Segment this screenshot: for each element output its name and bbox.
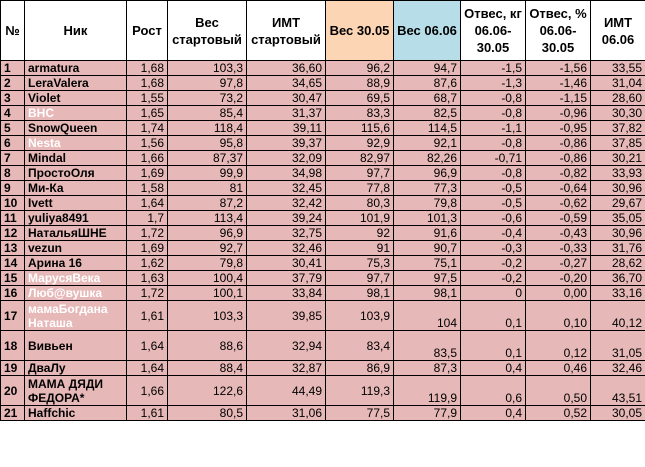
- cell-weight-3005: 77,5: [326, 406, 394, 421]
- cell-weight-0606: 90,7: [394, 241, 461, 256]
- cell-height: 1,55: [127, 91, 168, 106]
- cell-bmi-0606: 28,62: [591, 256, 645, 271]
- cell-loss-pct: -0,86: [526, 136, 591, 151]
- cell-weight-3005: 75,3: [326, 256, 394, 271]
- cell-height: 1,63: [127, 271, 168, 286]
- cell-bmi-0606: 30,30: [591, 106, 645, 121]
- cell-bmi-start: 34,65: [247, 76, 326, 91]
- cell-bmi-0606: 40,12: [591, 301, 645, 331]
- cell-weight-start: 79,8: [168, 256, 247, 271]
- cell-loss-kg: -0,2: [461, 271, 526, 286]
- table-row: [1, 196, 645, 211]
- table-row: [1, 271, 645, 286]
- cell-nick: Nesta: [25, 136, 127, 151]
- cell-height: 1,7: [127, 211, 168, 226]
- cell-weight-0606: 75,1: [394, 256, 461, 271]
- cell-number: 10: [1, 196, 25, 211]
- header-bmi-0606: ИМТ 06.06: [591, 1, 645, 61]
- cell-nick: ВНС: [25, 106, 127, 121]
- cell-weight-3005: 97,7: [326, 166, 394, 181]
- table-row: [1, 136, 645, 151]
- cell-number: 5: [1, 121, 25, 136]
- table-row: [1, 301, 645, 331]
- cell-loss-kg: 0,4: [461, 361, 526, 376]
- cell-bmi-start: 39,85: [247, 301, 326, 331]
- cell-number: 4: [1, 106, 25, 121]
- cell-number: 12: [1, 226, 25, 241]
- cell-weight-start: 88,4: [168, 361, 247, 376]
- cell-weight-0606: 97,5: [394, 271, 461, 286]
- cell-loss-kg: -1,1: [461, 121, 526, 136]
- cell-nick: МаруcяВека: [25, 271, 127, 286]
- cell-weight-start: 73,2: [168, 91, 247, 106]
- cell-weight-3005: 69,5: [326, 91, 394, 106]
- cell-bmi-start: 34,98: [247, 166, 326, 181]
- cell-loss-kg: -0,4: [461, 226, 526, 241]
- table-row: [1, 181, 645, 196]
- cell-loss-pct: 0,52: [526, 406, 591, 421]
- table-row: [1, 76, 645, 91]
- cell-loss-pct: -1,56: [526, 61, 591, 76]
- table-row: [1, 241, 645, 256]
- cell-weight-0606: 92,1: [394, 136, 461, 151]
- cell-nick: vezun: [25, 241, 127, 256]
- cell-nick: МАМА ДЯДИ ФЕДОРА*: [25, 376, 127, 406]
- cell-bmi-start: 32,45: [247, 181, 326, 196]
- cell-number: 11: [1, 211, 25, 226]
- cell-weight-0606: 77,3: [394, 181, 461, 196]
- cell-number: 8: [1, 166, 25, 181]
- cell-weight-0606: 87,3: [394, 361, 461, 376]
- cell-bmi-start: 32,46: [247, 241, 326, 256]
- cell-bmi-0606: 43,51: [591, 376, 645, 406]
- cell-number: 14: [1, 256, 25, 271]
- cell-bmi-start: 31,06: [247, 406, 326, 421]
- cell-bmi-start: 32,09: [247, 151, 326, 166]
- cell-weight-3005: 98,1: [326, 286, 394, 301]
- cell-number: 19: [1, 361, 25, 376]
- cell-height: 1,72: [127, 226, 168, 241]
- cell-height: 1,69: [127, 241, 168, 256]
- cell-loss-kg: -0,8: [461, 106, 526, 121]
- cell-loss-kg: -0,8: [461, 166, 526, 181]
- cell-height: 1,64: [127, 331, 168, 361]
- cell-bmi-0606: 31,76: [591, 241, 645, 256]
- header-weight-3005: Вес 30.05: [326, 1, 394, 61]
- cell-bmi-0606: 35,05: [591, 211, 645, 226]
- cell-nick: мамаБогдана Наташа: [25, 301, 127, 331]
- cell-number: 15: [1, 271, 25, 286]
- cell-nick: Ivett: [25, 196, 127, 211]
- cell-bmi-0606: 31,05: [591, 331, 645, 361]
- cell-weight-0606: 98,1: [394, 286, 461, 301]
- cell-weight-start: 100,4: [168, 271, 247, 286]
- cell-nick: Haffchic: [25, 406, 127, 421]
- cell-weight-start: 85,4: [168, 106, 247, 121]
- cell-height: 1,58: [127, 181, 168, 196]
- cell-height: 1,72: [127, 286, 168, 301]
- cell-weight-3005: 86,9: [326, 361, 394, 376]
- cell-weight-3005: 96,2: [326, 61, 394, 76]
- cell-weight-0606: 96,9: [394, 166, 461, 181]
- cell-bmi-0606: 33,55: [591, 61, 645, 76]
- table-body: [1, 61, 645, 421]
- cell-weight-start: 103,3: [168, 301, 247, 331]
- table-row: [1, 211, 645, 226]
- cell-height: 1,68: [127, 76, 168, 91]
- cell-nick: ДваЛу: [25, 361, 127, 376]
- header-nick: Ник: [25, 1, 127, 61]
- cell-loss-kg: -0,8: [461, 91, 526, 106]
- cell-loss-pct: -0,64: [526, 181, 591, 196]
- cell-nick: Ми-Ка: [25, 181, 127, 196]
- cell-bmi-0606: 36,70: [591, 271, 645, 286]
- cell-bmi-0606: 29,67: [591, 196, 645, 211]
- cell-bmi-start: 33,84: [247, 286, 326, 301]
- table-row: [1, 121, 645, 136]
- table-row: [1, 61, 645, 76]
- cell-loss-kg: -0,5: [461, 196, 526, 211]
- cell-nick: LeraValera: [25, 76, 127, 91]
- header-row: [1, 1, 645, 61]
- cell-weight-0606: 91,6: [394, 226, 461, 241]
- cell-number: 16: [1, 286, 25, 301]
- header-bmi-start: ИМТ стартовый: [247, 1, 326, 61]
- cell-loss-pct: -0,96: [526, 106, 591, 121]
- cell-bmi-0606: 30,21: [591, 151, 645, 166]
- cell-loss-pct: -0,27: [526, 256, 591, 271]
- cell-nick: Арина 16: [25, 256, 127, 271]
- cell-nick: Вивьен: [25, 331, 127, 361]
- table-row: [1, 256, 645, 271]
- cell-weight-0606: 82,5: [394, 106, 461, 121]
- cell-weight-start: 100,1: [168, 286, 247, 301]
- cell-bmi-0606: 30,05: [591, 406, 645, 421]
- cell-height: 1,66: [127, 376, 168, 406]
- header-loss-kg: Отвес, кг 06.06-30.05: [461, 1, 526, 61]
- cell-height: 1,61: [127, 301, 168, 331]
- table-row: [1, 376, 645, 406]
- cell-height: 1,69: [127, 166, 168, 181]
- cell-bmi-start: 37,79: [247, 271, 326, 286]
- cell-number: 13: [1, 241, 25, 256]
- table-row: [1, 286, 645, 301]
- cell-weight-start: 80,5: [168, 406, 247, 421]
- table-row: [1, 331, 645, 361]
- cell-bmi-start: 31,37: [247, 106, 326, 121]
- cell-weight-3005: 80,3: [326, 196, 394, 211]
- cell-loss-pct: -0,82: [526, 166, 591, 181]
- cell-loss-pct: -0,59: [526, 211, 591, 226]
- cell-weight-3005: 92,9: [326, 136, 394, 151]
- cell-weight-3005: 115,6: [326, 121, 394, 136]
- cell-bmi-start: 30,47: [247, 91, 326, 106]
- cell-height: 1,64: [127, 361, 168, 376]
- cell-weight-0606: 114,5: [394, 121, 461, 136]
- cell-height: 1,68: [127, 61, 168, 76]
- cell-weight-start: 88,6: [168, 331, 247, 361]
- cell-weight-start: 92,7: [168, 241, 247, 256]
- cell-bmi-0606: 37,85: [591, 136, 645, 151]
- cell-loss-kg: 0,1: [461, 331, 526, 361]
- cell-loss-pct: 0,10: [526, 301, 591, 331]
- cell-height: 1,56: [127, 136, 168, 151]
- cell-number: 3: [1, 91, 25, 106]
- cell-weight-start: 118,4: [168, 121, 247, 136]
- cell-height: 1,61: [127, 406, 168, 421]
- cell-loss-pct: -0,95: [526, 121, 591, 136]
- cell-nick: НатальяШНЕ: [25, 226, 127, 241]
- table-row: [1, 166, 645, 181]
- cell-loss-pct: -1,46: [526, 76, 591, 91]
- cell-nick: yuliya8491: [25, 211, 127, 226]
- cell-number: 1: [1, 61, 25, 76]
- cell-loss-kg: 0,4: [461, 406, 526, 421]
- cell-loss-kg: 0: [461, 286, 526, 301]
- cell-loss-kg: -0,5: [461, 181, 526, 196]
- cell-weight-start: 113,4: [168, 211, 247, 226]
- header-number: №: [1, 1, 25, 61]
- cell-height: 1,65: [127, 106, 168, 121]
- cell-number: 9: [1, 181, 25, 196]
- table-row: [1, 226, 645, 241]
- cell-bmi-0606: 32,46: [591, 361, 645, 376]
- cell-loss-pct: 0,50: [526, 376, 591, 406]
- cell-weight-start: 122,6: [168, 376, 247, 406]
- cell-bmi-start: 32,87: [247, 361, 326, 376]
- cell-weight-3005: 101,9: [326, 211, 394, 226]
- cell-weight-3005: 77,8: [326, 181, 394, 196]
- cell-number: 20: [1, 376, 25, 406]
- cell-loss-kg: -0,71: [461, 151, 526, 166]
- table-row: [1, 106, 645, 121]
- cell-weight-0606: 94,7: [394, 61, 461, 76]
- cell-number: 18: [1, 331, 25, 361]
- cell-loss-kg: 0,6: [461, 376, 526, 406]
- cell-loss-kg: -1,5: [461, 61, 526, 76]
- cell-loss-pct: -0,86: [526, 151, 591, 166]
- cell-weight-start: 87,37: [168, 151, 247, 166]
- cell-number: 21: [1, 406, 25, 421]
- cell-loss-kg: -0,2: [461, 256, 526, 271]
- cell-loss-pct: 0,46: [526, 361, 591, 376]
- cell-bmi-0606: 28,60: [591, 91, 645, 106]
- cell-loss-kg: 0,1: [461, 301, 526, 331]
- cell-weight-0606: 119,9: [394, 376, 461, 406]
- cell-loss-pct: -1,15: [526, 91, 591, 106]
- cell-bmi-0606: 33,93: [591, 166, 645, 181]
- table-row: [1, 361, 645, 376]
- cell-weight-0606: 87,6: [394, 76, 461, 91]
- cell-nick: armatura: [25, 61, 127, 76]
- header-height: Рост: [127, 1, 168, 61]
- cell-loss-pct: -0,33: [526, 241, 591, 256]
- cell-weight-start: 97,8: [168, 76, 247, 91]
- cell-weight-3005: 88,9: [326, 76, 394, 91]
- cell-height: 1,66: [127, 151, 168, 166]
- cell-height: 1,74: [127, 121, 168, 136]
- cell-weight-3005: 82,97: [326, 151, 394, 166]
- cell-weight-0606: 82,26: [394, 151, 461, 166]
- cell-number: 7: [1, 151, 25, 166]
- cell-bmi-start: 32,75: [247, 226, 326, 241]
- cell-bmi-start: 32,42: [247, 196, 326, 211]
- cell-loss-pct: -0,20: [526, 271, 591, 286]
- cell-weight-start: 99,9: [168, 166, 247, 181]
- cell-height: 1,64: [127, 196, 168, 211]
- cell-nick: Люб@вушка: [25, 286, 127, 301]
- cell-weight-3005: 92: [326, 226, 394, 241]
- cell-bmi-0606: 31,04: [591, 76, 645, 91]
- cell-loss-pct: -0,43: [526, 226, 591, 241]
- table-row: [1, 151, 645, 166]
- cell-weight-start: 81: [168, 181, 247, 196]
- cell-bmi-start: 39,11: [247, 121, 326, 136]
- cell-bmi-start: 32,94: [247, 331, 326, 361]
- cell-weight-3005: 83,4: [326, 331, 394, 361]
- cell-number: 17: [1, 301, 25, 331]
- cell-weight-0606: 104: [394, 301, 461, 331]
- cell-loss-pct: 0,00: [526, 286, 591, 301]
- cell-weight-3005: 83,3: [326, 106, 394, 121]
- cell-bmi-0606: 37,82: [591, 121, 645, 136]
- cell-weight-start: 95,8: [168, 136, 247, 151]
- cell-number: 2: [1, 76, 25, 91]
- cell-weight-0606: 68,7: [394, 91, 461, 106]
- cell-bmi-start: 44,49: [247, 376, 326, 406]
- cell-nick: ПростоОля: [25, 166, 127, 181]
- cell-loss-kg: -0,8: [461, 136, 526, 151]
- cell-weight-0606: 77,9: [394, 406, 461, 421]
- cell-weight-3005: 97,7: [326, 271, 394, 286]
- cell-nick: Mindal: [25, 151, 127, 166]
- cell-weight-0606: 79,8: [394, 196, 461, 211]
- cell-nick: SnowQueen: [25, 121, 127, 136]
- cell-weight-start: 103,3: [168, 61, 247, 76]
- cell-loss-kg: -1,3: [461, 76, 526, 91]
- cell-bmi-0606: 33,16: [591, 286, 645, 301]
- cell-bmi-start: 36,60: [247, 61, 326, 76]
- table-row: [1, 91, 645, 106]
- cell-bmi-start: 39,37: [247, 136, 326, 151]
- cell-weight-start: 87,2: [168, 196, 247, 211]
- cell-loss-kg: -0,3: [461, 241, 526, 256]
- header-weight-0606: Вес 06.06: [394, 1, 461, 61]
- table-row: [1, 406, 645, 421]
- cell-weight-0606: 101,3: [394, 211, 461, 226]
- header-weight-start: Вес стартовый: [168, 1, 247, 61]
- cell-weight-3005: 103,9: [326, 301, 394, 331]
- cell-bmi-start: 39,24: [247, 211, 326, 226]
- cell-bmi-0606: 30,96: [591, 226, 645, 241]
- cell-loss-pct: -0,62: [526, 196, 591, 211]
- cell-weight-start: 96,9: [168, 226, 247, 241]
- header-loss-pct: Отвес, % 06.06-30.05: [526, 1, 591, 61]
- cell-number: 6: [1, 136, 25, 151]
- cell-loss-pct: 0,12: [526, 331, 591, 361]
- cell-nick: Violet: [25, 91, 127, 106]
- cell-weight-3005: 119,3: [326, 376, 394, 406]
- cell-weight-0606: 83,5: [394, 331, 461, 361]
- cell-loss-kg: -0,6: [461, 211, 526, 226]
- cell-bmi-0606: 30,96: [591, 181, 645, 196]
- cell-bmi-start: 30,41: [247, 256, 326, 271]
- cell-height: 1,62: [127, 256, 168, 271]
- cell-weight-3005: 91: [326, 241, 394, 256]
